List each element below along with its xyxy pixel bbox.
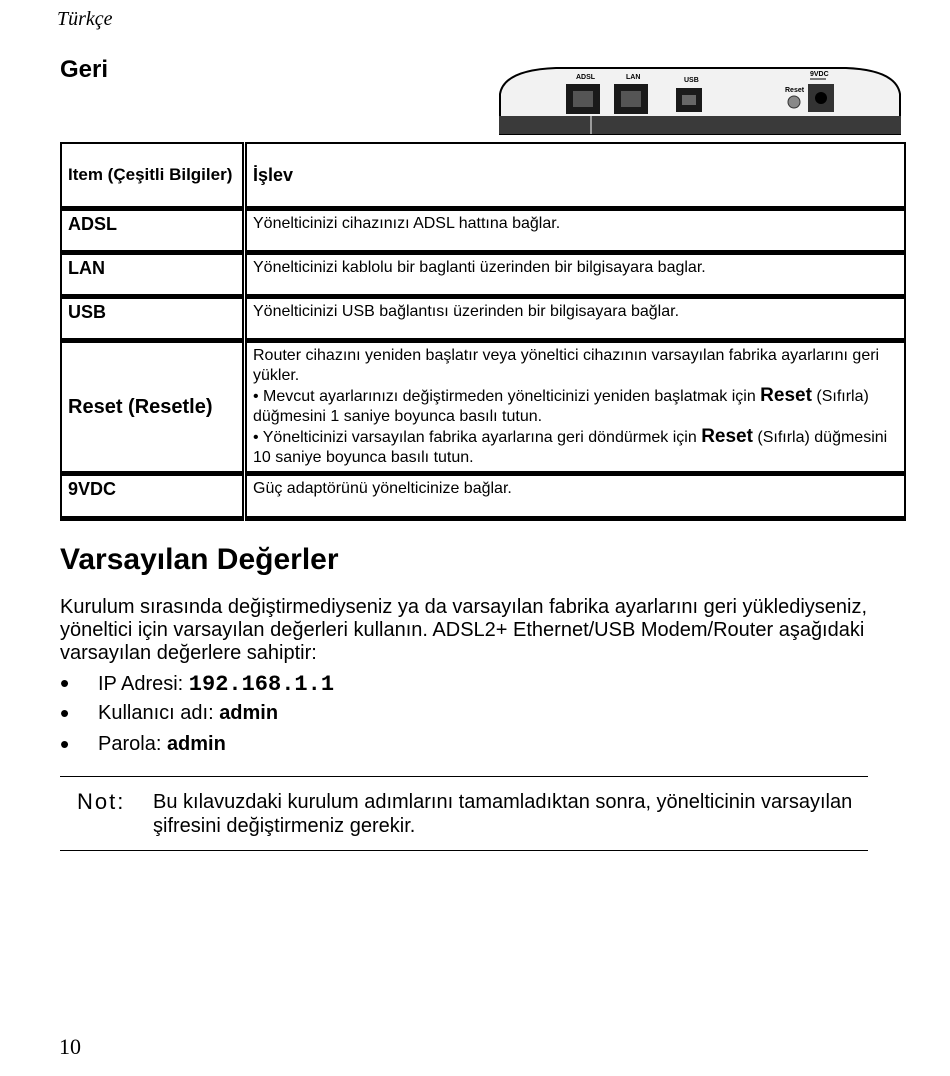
note-top-rule <box>60 776 868 777</box>
power-port-label: 9VDC <box>810 71 829 78</box>
ip-address-value: 192.168.1.1 <box>188 672 335 697</box>
lan-port-label: LAN <box>626 74 641 81</box>
table-row <box>61 297 905 341</box>
row-item: LAN <box>61 253 245 297</box>
reset-button <box>788 96 800 108</box>
row-function: Yönelticinizi USB bağlantısı üzerinden bir bilgisayara bağlar. <box>245 297 906 341</box>
reset-button-label: Reset <box>785 87 805 94</box>
ports-table <box>60 142 906 521</box>
table-header-row <box>61 143 905 209</box>
bullet-icon: • <box>60 729 70 759</box>
row-function: Yönelticinizi cihazınızı ADSL hattına bağlar. <box>245 209 906 253</box>
adsl-port-label: ADSL <box>576 74 596 81</box>
defaults-intro: Kurulum sırasında değiştirmediyseniz ya da varsayılan fabrika ayarlarını geri yüklediyseniz, yöneltici için varsayılan değerleri kullanın. ADSL2+ Ethernet/USB Modem/Router aşağıdaki varsayılan değerlere sahiptir: <box>60 596 868 664</box>
header-item: Item (Çeşitli Bilgiler) <box>61 143 245 209</box>
section-title: Geri <box>60 56 109 83</box>
row-item: 9VDC <box>61 474 245 519</box>
language-header: Türkçe <box>57 8 113 30</box>
table-row <box>61 474 905 519</box>
note-label: Not: <box>77 789 126 814</box>
defaults-title: Varsayılan Değerler <box>60 543 339 576</box>
usb-port-label: USB <box>684 77 699 84</box>
table-row <box>61 209 905 253</box>
row-function <box>245 341 906 474</box>
row-item: ADSL <box>61 209 245 253</box>
username-value: admin <box>219 702 279 724</box>
table-row <box>61 253 905 297</box>
reset-bullet-restart: • Mevcut ayarlarınızı değiştirmeden yönelticinizi yeniden başlatmak için Reset (Sıfırla) düğmesini 1 saniye boyunca basılı tutun. <box>253 385 869 425</box>
row-item: Reset (Resetle) <box>61 341 245 474</box>
table-row <box>61 341 905 474</box>
page-number: 10 <box>59 1034 81 1059</box>
reset-description: Router cihazını yeniden başlatır veya yöneltici cihazının varsayılan fabrika ayarlarını geri yükler. <box>253 347 880 384</box>
reset-bullet-factory: • Yönelticinizi varsayılan fabrika ayarlarına geri döndürmek için Reset (Sıfırla) düğmesini 10 saniye boyunca basılı tutun. <box>253 426 888 466</box>
row-function: Yönelticinizi kablolu bir baglanti üzerinden bir bilgisayara baglar. <box>245 253 906 297</box>
note-bottom-rule <box>60 850 868 851</box>
password-value: admin <box>166 733 226 755</box>
header-function: İşlev <box>245 143 906 209</box>
row-function: Güç adaptörünü yönelticinize bağlar. <box>245 474 906 519</box>
note-text: Bu kılavuzdaki kurulum adımlarını tamamladıktan sonra, yönelticinin varsayılan şifresini değiştirmeniz gerekir. <box>153 791 853 837</box>
router-back-panel-image <box>496 64 904 136</box>
bullet-icon: • <box>60 698 70 728</box>
bullet-icon: • <box>60 668 70 698</box>
row-item: USB <box>61 297 245 341</box>
